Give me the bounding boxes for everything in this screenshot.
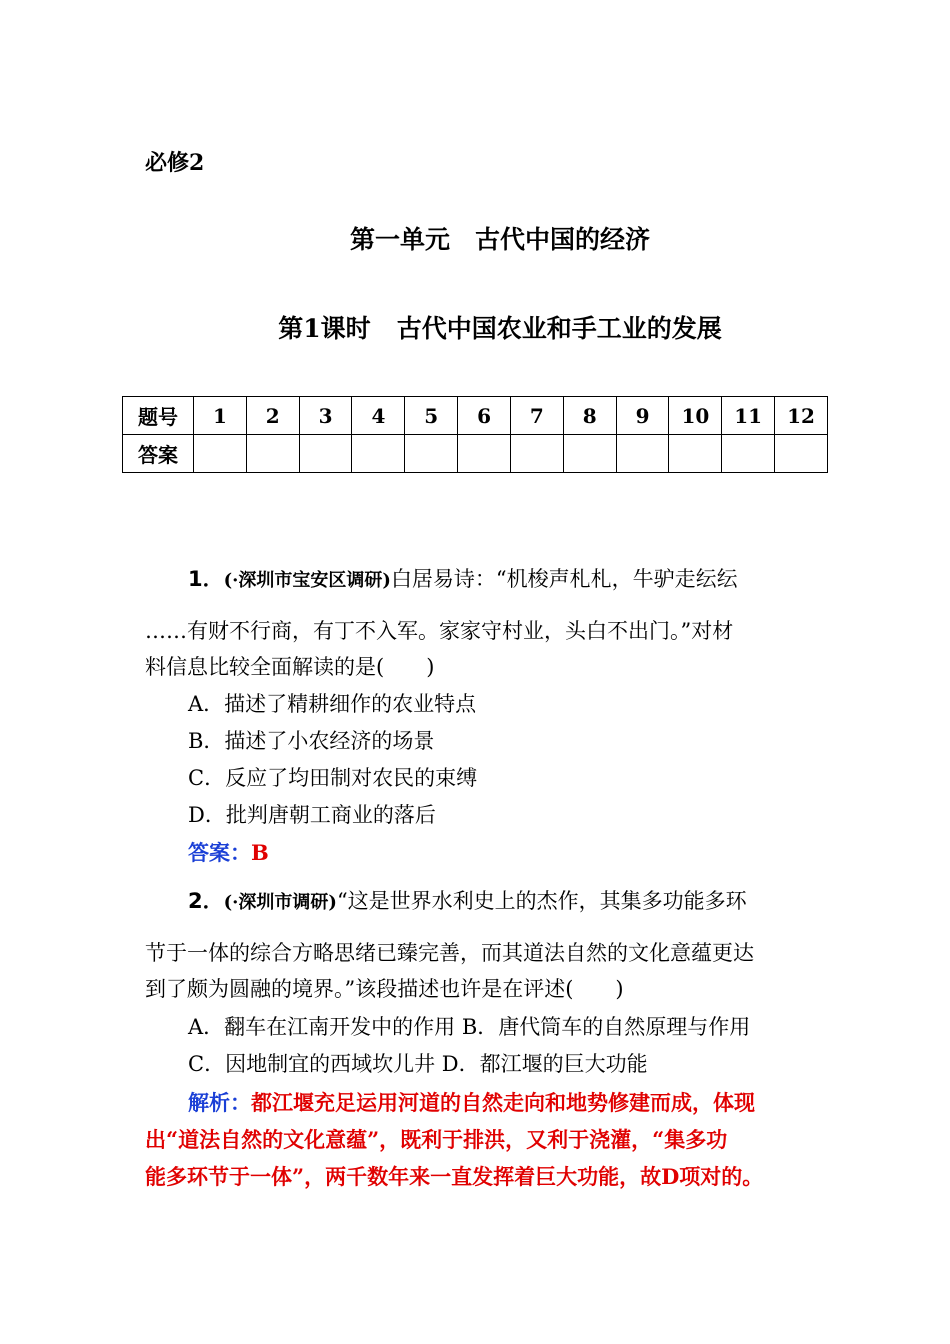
question-number-cell: 12	[775, 397, 828, 435]
question-number-cell: 5	[405, 397, 458, 435]
q1-answer-label: 答案：	[188, 840, 251, 865]
answer-cell[interactable]	[510, 435, 563, 473]
q1-text-line3: 料信息比较全面解读的是( )	[145, 655, 435, 679]
q1-text-line2: ……有财不行商，有丁不入军。家家守村业，头白不出门。”对材	[145, 619, 734, 643]
q1-option-b[interactable]: B．描述了小农经济的场景	[188, 729, 435, 753]
q2-options-cd[interactable]: C．因地制宜的西域坎儿井 D．都江堰的巨大功能	[188, 1052, 648, 1076]
book-label: 必修2	[145, 150, 205, 176]
q2-explanation-line1	[188, 1084, 818, 1121]
q1-option-a[interactable]: A．描述了精耕细作的农业特点	[188, 692, 477, 716]
answer-table	[122, 396, 828, 473]
q1-answer	[188, 837, 269, 867]
answer-cell[interactable]	[405, 435, 458, 473]
answer-cell[interactable]	[246, 435, 299, 473]
question-number-cell: 3	[299, 397, 352, 435]
q2-number: 2．	[188, 889, 224, 913]
question-number-cell: 9	[616, 397, 669, 435]
row-label-answer: 答案	[123, 435, 194, 473]
q2-text-line2: 节于一体的综合方略思绪已臻完善，而其道法自然的文化意蕴更达	[145, 941, 754, 965]
answer-cell[interactable]	[352, 435, 405, 473]
q1-answer-value: B	[251, 840, 269, 865]
question-number-cell: 8	[563, 397, 616, 435]
q2-explanation-text1: 都江堰充足运用河道的自然走向和地势修建而成，体现	[251, 1090, 755, 1115]
answer-row	[123, 435, 828, 473]
q1-first-line	[188, 563, 738, 593]
answer-cell[interactable]	[616, 435, 669, 473]
question-number-row	[123, 397, 828, 435]
question-number-cell: 2	[246, 397, 299, 435]
answer-cell[interactable]	[669, 435, 722, 473]
question-number-cell: 10	[669, 397, 722, 435]
q2-options-ab[interactable]: A．翻车在江南开发中的作用 B．唐代筒车的自然原理与作用	[188, 1015, 751, 1039]
q1-number: 1．	[188, 567, 224, 591]
q1-source: (·深圳市宝安区调研)	[223, 570, 391, 591]
answer-cell[interactable]	[722, 435, 775, 473]
q2-explanation-label: 解析：	[188, 1090, 251, 1115]
q2-explanation-line3: 能多环节于一体”，两千数年来一直发挥着巨大功能，故D项对的。	[145, 1164, 764, 1189]
q2-source: (·深圳市调研)	[223, 892, 337, 913]
q2-text-line1: “这是世界水利史上的杰作，其集多功能多环	[336, 889, 747, 913]
q1-option-d[interactable]: D．批判唐朝工商业的落后	[188, 803, 436, 827]
q1-text-line1: 白居易诗：“机梭声札札，牛驴走纭纭	[390, 567, 738, 591]
q2-first-line	[188, 885, 747, 915]
answer-cell[interactable]	[194, 435, 247, 473]
question-number-cell: 6	[458, 397, 511, 435]
q2-text-line3: 到了颇为圆融的境界。”该段描述也许是在评述( )	[145, 977, 624, 1001]
unit-title: 第一单元 古代中国的经济	[349, 225, 650, 254]
answer-cell[interactable]	[299, 435, 352, 473]
row-label-question-number: 题号	[123, 397, 194, 435]
question-number-cell: 7	[510, 397, 563, 435]
answer-cell[interactable]	[458, 435, 511, 473]
question-number-cell: 1	[194, 397, 247, 435]
lesson-title	[0, 309, 950, 345]
question-number-cell: 11	[722, 397, 775, 435]
answer-cell[interactable]	[775, 435, 828, 473]
lesson-name: 古代中国农业和手工业的发展	[396, 314, 722, 343]
q1-option-c[interactable]: C．反应了均田制对农民的束缚	[188, 766, 478, 790]
answer-cell[interactable]	[563, 435, 616, 473]
lesson-number: 第1课时	[278, 314, 371, 343]
question-number-cell: 4	[352, 397, 405, 435]
q2-explanation-line2: 出“道法自然的文化意蕴”，既利于排洪，又利于浇灌，“集多功	[145, 1127, 728, 1152]
